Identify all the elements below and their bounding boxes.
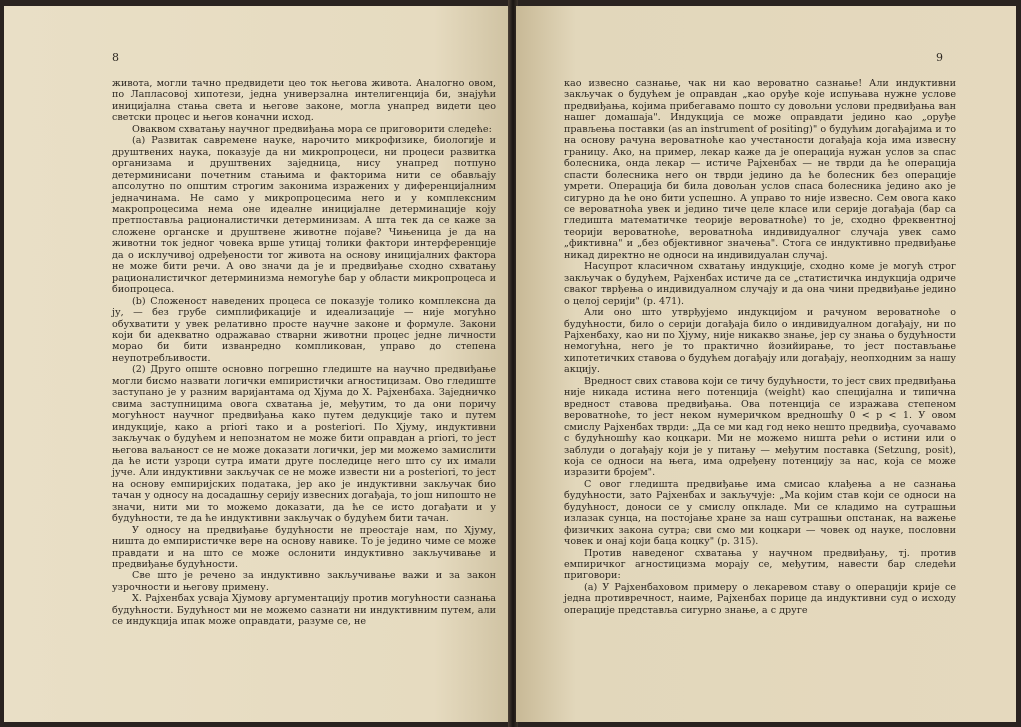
page-body — [112, 78, 496, 628]
paragraph: Х. Рајхенбах усваја Хјумову аргументацију против могућности сазнања будућности. Будућност ми не можемо сазнати ни индуктивним путем, али се индукција ипак може оправдати, разуме се, не — [112, 593, 496, 628]
paragraph: (а) Развитак савремене науке, нарочито микрофизике, биологије и друштвених наука, показује да ни микропроцеси, ни процеси развитка организама и друштвених заједница, нису унапред потпуно детерминисани почетним стањима и факторима нити се обављају апсолутно по општим строгим законима изражених у диференцијалним једначинама. Не само у микропроцесима него и у комплексним макропроцесима нема оне идеалне иницијалне детерминације коју претпоставља рационалистички детерминизам. А шта тек да се каже за сложене органске и друштвене животне појаве? Чињеница је да на животни ток једног човека врше утицај толики фактори интерференције да о исклучивој одређености тог живота на основу иницијалних фактора не може бити речи. А ово значи да је и предвиђање сходно схватању рационалистичког детерминизма немогуће бар у области микропроцеса и биопроцеса. — [112, 135, 496, 296]
paragraph: (а) У Рајхенбаховом примеру о лекаревом ставу о операцији крије се једна противречност, наиме, Рајхенбах порице да индуктивни суд о исходу операције представља сигурно знање, а с друге — [564, 581, 956, 616]
paragraph: С овог гледишта предвиђање има смисао клађења а не сазнања будућности, зато Рајхенбах и закључује: „Ма којим став који се односи на будућност, доноси се у смислу опкладе. Ми се кладимо на сутрашњи излазак сунца, на постојање хране за наш сутрашњи опстанак, на важење физичких закона сутра; сви смо ми коцкари — човек од науке, пословни човек и онај који баца коцку" (p. 315). — [564, 478, 956, 548]
page-number: 9 — [936, 51, 943, 64]
paragraph: (b) Сложеност наведених процеса се показује толико комплексна да ју, — без грубе симплификације и идеализације — није могућно обухватити у увек релативно просте научне законе и формуле. Закони који би адекватно одражавао стварни животни процес једне личности морао би бити изванредно компликован, управо до степена неупотребљивости. — [112, 295, 496, 364]
paragraph: Али оно што утврђујемо индукцијом и рачуном вероватноће о будућности, било о серији догађаја било о индивидуалном догађају, ни по Рајхенбаху, као ни по Хјуму, није никакво знање, јер су знања о будућности немогућна, него је то практично йозийирање, то јест постављање хипотетичких ставова о будућем догађају или догађају, неопходним за нашу акцију. — [564, 307, 956, 376]
paragraph: У односу на предвиђање будућности не преостаје нам, по Хјуму, ништа до емпиристичке вере на основу навике. То је једино чиме се може правдати и на што се може ослонити индуктивно закључивање и предвиђање будућности. — [112, 524, 496, 571]
left-page — [4, 6, 510, 722]
paragraph: као извесно сазнање, чак ни као вероватно сазнање! Али индуктивни закључак о будућем је оправдан „као оруђе које испуњава нужне услове предвиђања, којима прибегавамо пошто су довољни услови предвиђања ван нашег домашаја". Индукција се може оправдати једино као „оруђе прављења поставки (as an instrument of positing)" о будућим догађајима и то на основу рачуна вероватноће као учестаности догађаја која има извесну границу. Ако, на пример, лекар каже да је операција нужан услов за спас болесника, онда лекар — истиче Рајхенбах — не тврди да ће операција спасти болесника него он тврди једино да ће болесник без операције умрети. Операција би била довољан услов спаса болесника једино ако је сигурно да ће оно бити успешно. А управо то није извесно. Сем овога како се вероватноћа увек и једино тиче целе класе или серије догађаја (бар са гледишта математичке теорије вероватноће) то је, сходно фреквентној теорији вероватноће, вероватноћа индивидуалног случаја увек само „фиктивна" и „без објективног значења". Стога се индуктивно предвиђање никад директно не односи на индивидуалан случај. — [564, 78, 956, 261]
paragraph: Оваквом схватању научног предвиђања мора се приговорити следеће: — [132, 123, 492, 135]
paragraph: Против наведеног схватања у научном предвиђању, тј. против емпиричког агностицизма морају се, међутим, навести бар следећи приговори: — [564, 547, 956, 582]
paragraph: Вредност свих ставова који се тичу будућности, то јест свих предвиђања није никада истина него потенција (weight) као специјална и типична вредност ставова предвиђања. Ова потенција се изражава степеном вероватноће, то јест неком нумеричком вредношћу 0 < p < 1. У овом смислу Рајхенбах тврди: „Да се ми кад год неко нешто предвиђа, суочавамо с будућношћу као коцкари. Ми не можемо ништа рећи о истини или о заблуди о догађају који је у питању — међутим поставка (Setzung, posit), која се односи на њега, има одређену потенцију за нас, која се може изразити бројем". — [564, 375, 956, 479]
paragraph: живота, могли тачно предвидети цео ток његова живота. Аналогно овом, по Лапласовој хипотези, једна универзална интелигенција би, знајући иницијална стања света и његове законе, могла унапред видети цео светски процес и његов коначни исход. — [112, 78, 496, 124]
paragraph: Све што је речено за индуктивно закључивање важи и за закон узрочности и његову примену. — [112, 570, 496, 593]
paragraph: Насупрот класичном схватању индукције, сходно коме је могућ строг закључак о будућем, Рајхенбах истиче да се „статистичка индукција одриче сваког тврђења о индивидуалном случају и да она чини предвиђање једино о целој серији" (p. 471). — [564, 261, 956, 307]
paragraph: (2) Друго опште основно погрешно гледиште на научно предвиђање могли бисмо назвати логички емпиристички агностицизам. Ово гледиште заступано је у разним варијантама од Хјума до Х. Рајхенбаха. Заједничко свима заступницима овога схватања је, међутим, то да они поричу могућност научног предвиђања како путем дедукције тако и путем индукције, како a priori тако и a posteriori. По Хјуму, индуктивни закључак о будућем и непознатом не може бити оправдан a priori, то јест његова ваљаност се не може доказати логички, јер ми можемо замислити да ће исти узроци сутра имати друге последице него што су их имали јуче. Али индуктивни закључак се не може извести ни a posteriori, то јест на основу емпиријских података, јер ако је индуктивни закључак био тачан у односу на досадашњу серију извесних догађаја, то још нипошто не значи, нити ми то можемо доказати, да ће се исто догађати и у будућности, те да ће индуктивни закључак о будућем бити тачан. — [112, 364, 496, 525]
page-body — [564, 78, 956, 616]
right-page — [516, 6, 1016, 722]
page-number: 8 — [112, 51, 119, 64]
